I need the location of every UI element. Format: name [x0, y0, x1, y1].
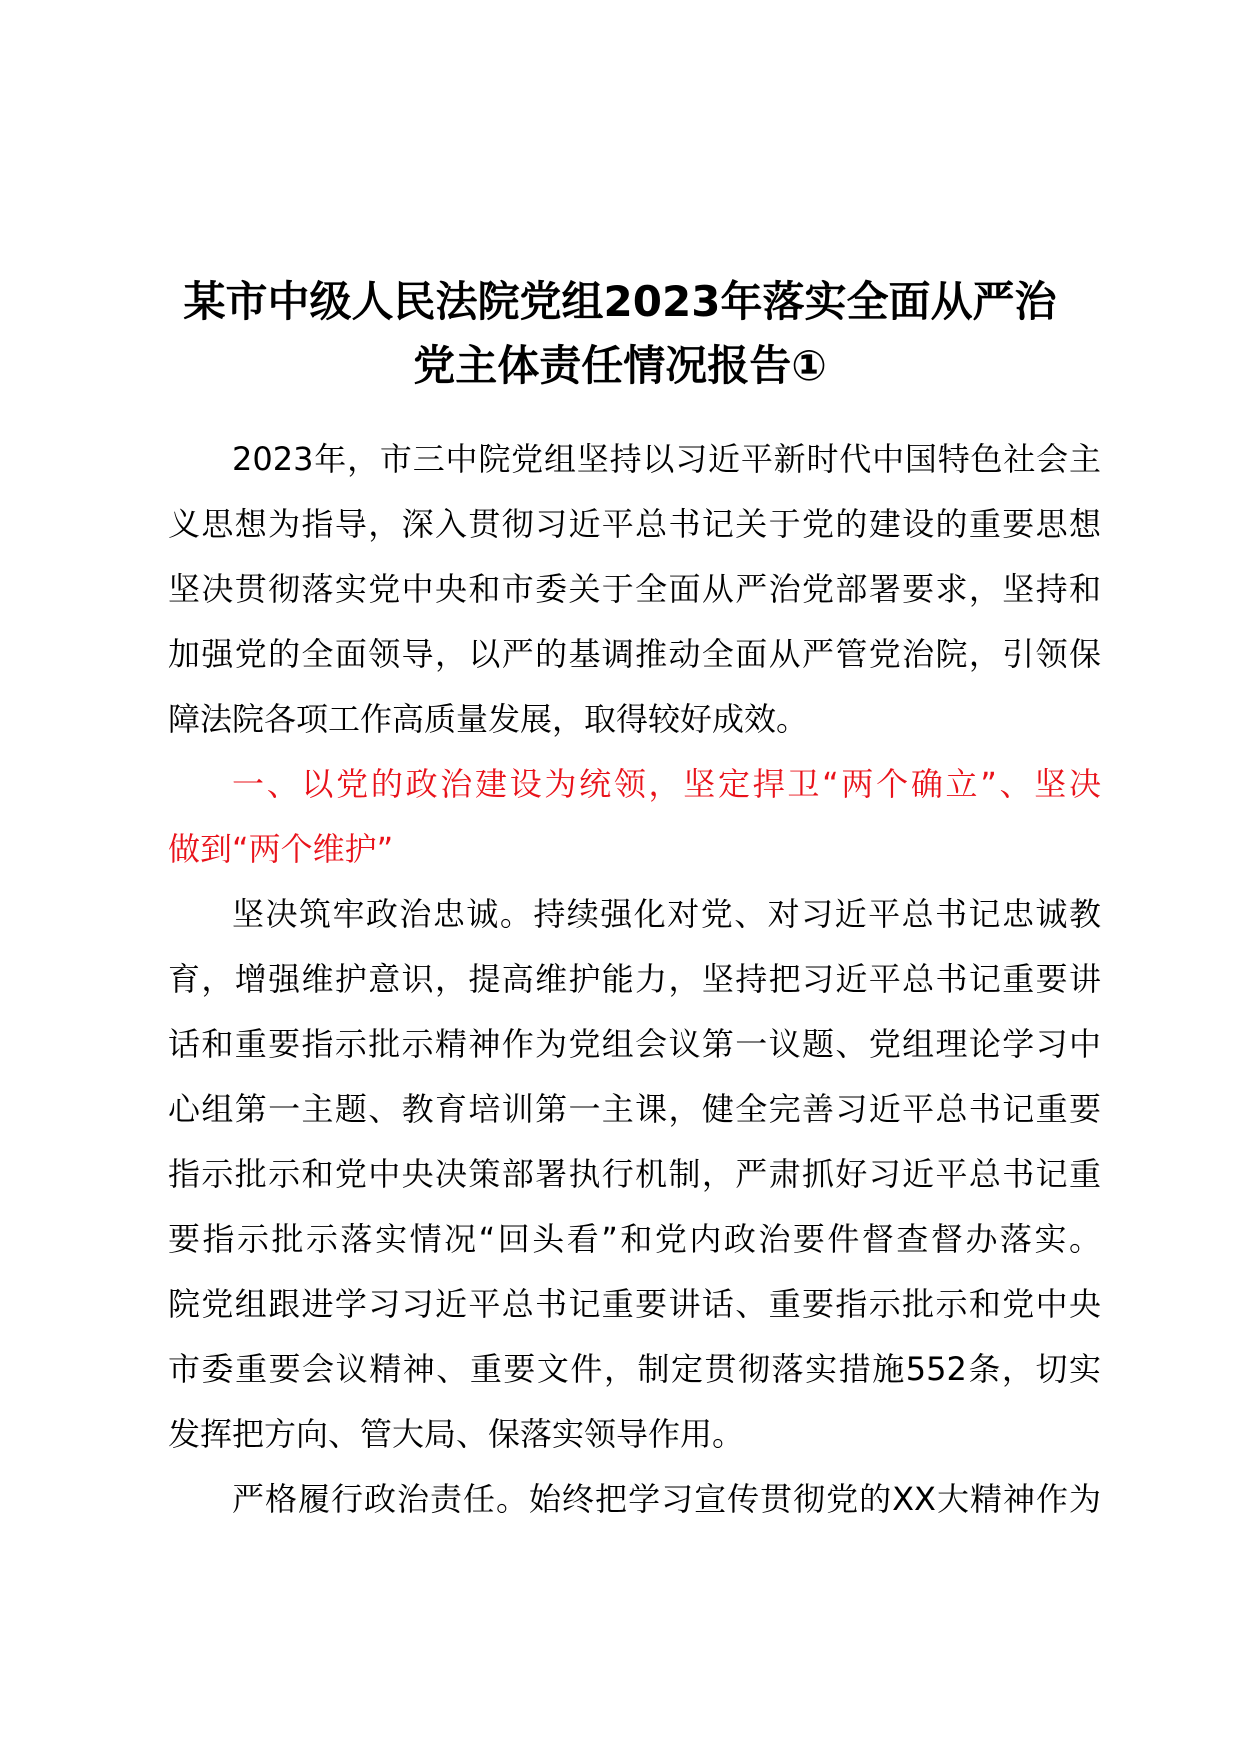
heading-line: 做到“两个维护” [168, 830, 394, 868]
heading-line: 一、以党的政治建设为统领，坚定捍卫“两个确立”、坚决 [232, 765, 1101, 803]
paragraph-line: 坚决筑牢政治忠诚。持续强化对党、对习近平总书记忠诚教 [232, 895, 1101, 933]
document-title [0, 270, 1240, 398]
paragraph-line: 院党组跟进学习习近平总书记重要讲话、重要指示批示和党中央 [168, 1285, 1101, 1323]
paragraph-line: 义思想为指导，深入贯彻习近平总书记关于党的建设的重要思想 [168, 505, 1101, 543]
paragraph-line: 严格履行政治责任。始终把学习宣传贯彻党的XX大精神作为 [232, 1480, 1101, 1518]
body-paragraph [168, 427, 1101, 752]
paragraph-line: 话和重要指示批示精神作为党组会议第一议题、党组理论学习中 [168, 1025, 1101, 1063]
title-line: 某市中级人民法院党组2023年落实全面从严治 [183, 277, 1057, 326]
section-heading [168, 752, 1101, 882]
body-paragraph [168, 1467, 1101, 1532]
paragraph-line: 障法院各项工作高质量发展，取得较好成效。 [168, 700, 809, 738]
document-body [168, 427, 1101, 1532]
paragraph-line: 育，增强维护意识，提高维护能力，坚持把习近平总书记重要讲 [168, 960, 1101, 998]
paragraph-line: 发挥把方向、管大局、保落实领导作用。 [168, 1415, 745, 1453]
paragraph-line: 加强党的全面领导，以严的基调推动全面从严管党治院，引领保 [168, 635, 1101, 673]
title-line: 党主体责任情况报告① [413, 341, 827, 390]
body-paragraph [168, 882, 1101, 1467]
paragraph-line: 坚决贯彻落实党中央和市委关于全面从严治党部署要求，坚持和 [168, 570, 1101, 608]
paragraph-line: 要指示批示落实情况“回头看”和党内政治要件督查督办落实。 [168, 1220, 1101, 1258]
paragraph-line: 心组第一主题、教育培训第一主课，健全完善习近平总书记重要 [168, 1090, 1101, 1128]
paragraph-line: 2023年，市三中院党组坚持以习近平新时代中国特色社会主 [232, 440, 1101, 478]
paragraph-line: 指示批示和党中央决策部署执行机制，严肃抓好习近平总书记重 [168, 1155, 1101, 1193]
paragraph-line: 市委重要会议精神、重要文件，制定贯彻落实措施552条，切实 [168, 1350, 1101, 1388]
